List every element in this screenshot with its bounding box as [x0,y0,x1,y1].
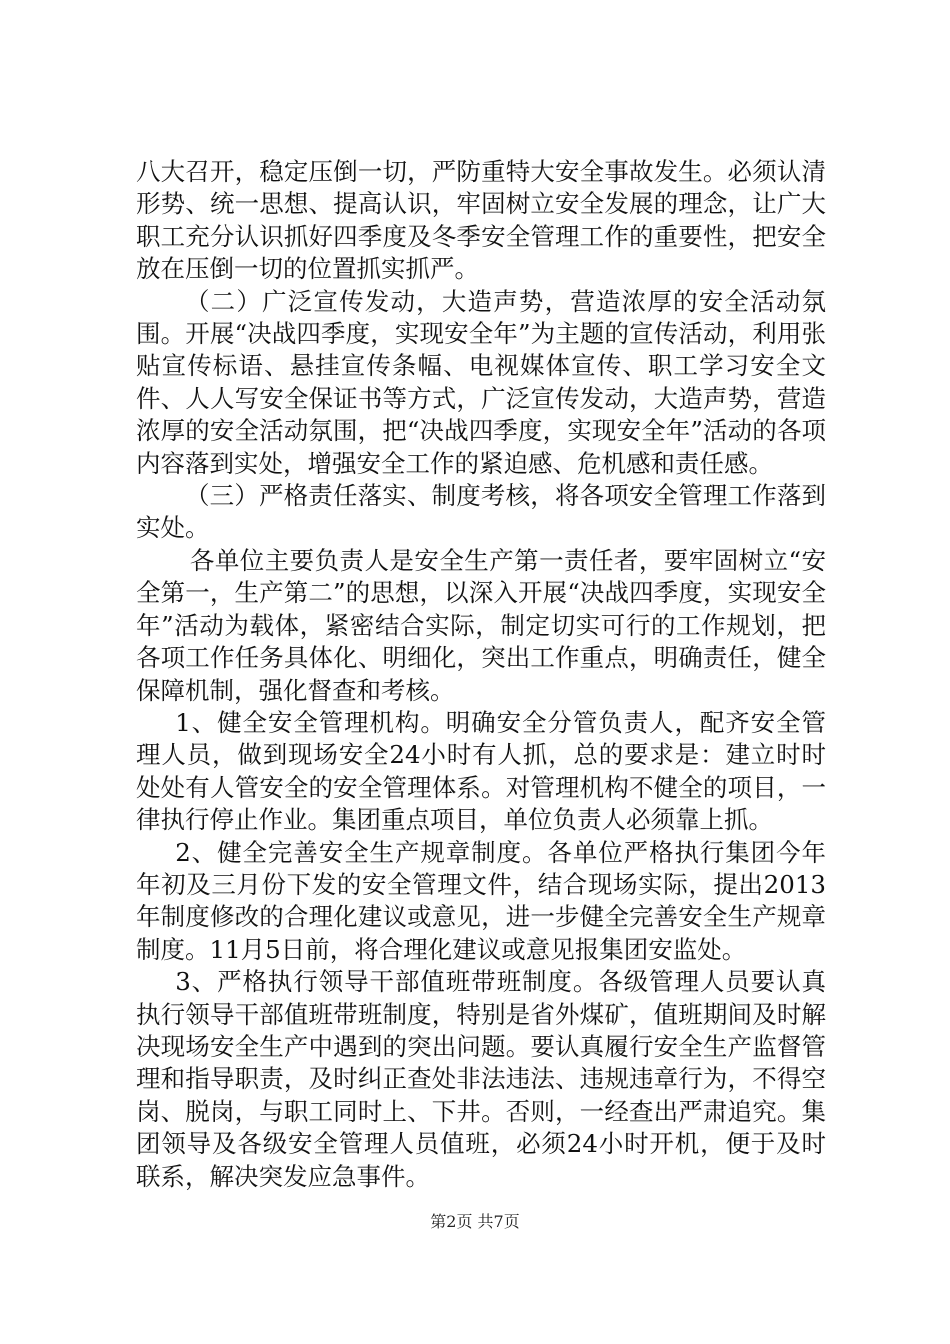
paragraph-item-one: 1、健全安全管理机构。明确安全分管负责人，配齐安全管理人员，做到现场安全24小时有人抓，总的要求是：建立时时处处有人管安全的安全管理体系。对管理机构不健全的项目，一律执行停止作业。集团重点项目，单位负责人必须靠上抓。 [136,707,826,835]
paragraph-section-two: （二）广泛宣传发动，大造声势，营造浓厚的安全活动氛围。开展“决战四季度，实现安全年”为主题的宣传活动，利用张贴宣传标语、悬挂宣传条幅、电视媒体宣传、职工学习安全文件、人人写安全保证书等方式，广泛宣传发动，大造声势，营造浓厚的安全活动氛围，把“决战四季度，实现安全年”活动的各项内容落到实处，增强安全工作的紧迫感、危机感和责任感。 [136,286,826,478]
paragraph-item-two: 2、健全完善安全生产规章制度。各单位严格执行集团今年年初及三月份下发的安全管理文件，结合现场实际，提出2013年制度修改的合理化建议或意见，进一步健全完善安全生产规章制度。11月5日前，将合理化建议或意见报集团安监处。 [136,837,826,964]
document-body [136,156,826,1193]
paragraph-item-three: 3、严格执行领导干部值班带班制度。各级管理人员要认真执行领导干部值班带班制度，特别是省外煤矿，值班期间及时解决现场安全生产中遇到的突出问题。要认真履行安全生产监督管理和指导职责，及时纠正查处非法违法、违规违章行为，不得空岗、脱岗，与职工同时上、下井。否则，一经查出严肃追究。集团领导及各级安全管理人员值班，必须24小时开机，便于及时联系，解决突发应急事件。 [136,967,826,1191]
paragraph-continued: 八大召开，稳定压倒一切，严防重特大安全事故发生。必须认清形势、统一思想、提高认识，牢固树立安全发展的理念，让广大职工充分认识抓好四季度及冬季安全管理工作的重要性，把安全放在压倒一切的位置抓实抓严。 [136,157,826,284]
paragraph-section-three: （三）严格责任落实、制度考核，将各项安全管理工作落到实处。 [136,481,826,543]
paragraph-responsibility: 各单位主要负责人是安全生产第一责任者，要牢固树立“安全第一，生产第二”的思想，以深入开展“决战四季度，实现安全年”活动为载体，紧密结合实际，制定切实可行的工作规划，把各项工作任务具体化、明细化，突出工作重点，明确责任，健全保障机制，强化督查和考核。 [136,545,826,705]
page-number-footer: 第2页 共7页 [430,1212,520,1231]
